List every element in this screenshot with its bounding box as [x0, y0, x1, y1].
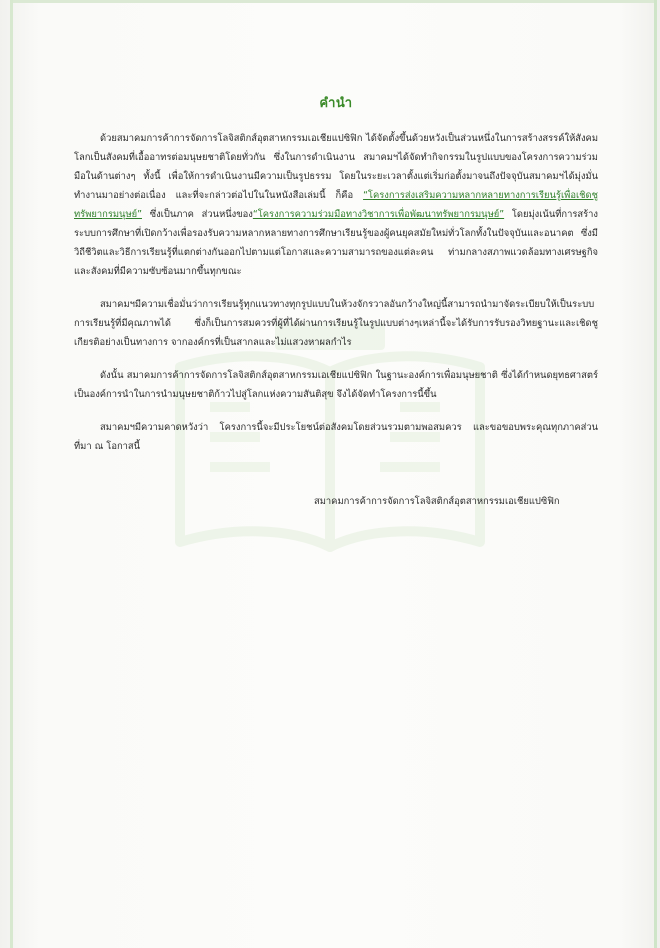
- page-border-left: [10, 0, 13, 948]
- document-content: [74, 92, 598, 511]
- paragraph-2: สมาคมฯมีความเชื่อมั่นว่าการเรียนรู้ทุกแนวทางทุกรูปแบบในห้วงจักรวาลอันกว้างใหญ่นี้สามารถนำมาจัดระเบียบให้เป็นระบบการเรียนรู้ที่มีคุณภาพได้ ซึ่งก็เป็นการสมควรที่ผู้ที่ได้ผ่านการเรียนรู้ในรูปแบบต่างๆเหล่านี้จะได้รับการรับรองวิทยฐานะและเชิดชูเกียรติอย่างเป็นทางการ จากองค์กรที่เป็นสากลและไม่แสวงหาผลกำไร: [74, 299, 598, 348]
- paragraph-1: [74, 129, 598, 281]
- page-border-top: [10, 0, 657, 3]
- paragraph-3: ดังนั้น สมาคมการค้าการจัดการโลจิสติกส์อุตสาหกรรมเอเชียแปซิฟิก ในฐานะองค์การเพื่อมนุษยชาติ ซึ่งได้กำหนดยุทธศาสตร์เป็นองค์การนำในการนำมนุษยชาติก้าวไปสู่โลกแห่งความสันติสุข จึงได้จัดทำโครงการนี้ขึ้น: [74, 370, 598, 400]
- signature: สมาคมการค้าการจัดการโลจิสติกส์อุตสาหกรรมเอเชียแปซิฟิก: [314, 496, 560, 507]
- project-link-diversity[interactable]: “โครงการส่งเสริมความหลากหลายทางการเรียนรู้เพื่อเชิดชูทรัพยากรมนุษย์”: [74, 190, 598, 220]
- paragraph-1-text-middle: ซึ่งเป็นภาค ส่วนหนึ่งของ: [141, 209, 253, 220]
- paragraph-4: สมาคมฯมีความคาดหวังว่า โครงการนี้จะมีประโยชน์ต่อสังคมโดยส่วนรวมตามพอสมควร และขอขอบพระคุณทุกภาคส่วนที่มา ณ โอกาสนี้: [74, 422, 598, 452]
- paragraph-1-text-before: ด้วยสมาคมการค้าการจัดการโลจิสติกส์อุตสาหกรรมเอเชียแปซิฟิก ได้จัดตั้งขึ้นด้วยหวังเป็นส่วนหนึ่งในการสร้างสรรค์ให้สังคมโลกเป็นสังคมที่เอื้ออาทรต่อมนุษยชาติโดยทั่วกัน ซึ่งในการดำเนินงาน สมาคมฯได้จัดทำกิจกรรมในรูปแบบของโครงการความร่วมมือในด้านต่างๆ ทั้งนี้ เพื่อให้การดำเนินงานมีความเป็นรูปธรรม โดยในระยะเวลาตั้งแต่เริ่มก่อตั้งมาจนถึงปัจจุบันสมาคมฯได้มุ่งมั่นทำงานมาอย่างต่อเนื่อง และที่จะกล่าวต่อไปในในหนังสือเล่มนี้ ก็คือ: [74, 133, 598, 201]
- page-title: คำนำ: [319, 96, 353, 111]
- project-link-cooperation[interactable]: “โครงการความร่วมมือทางวิชาการเพื่อพัฒนาทรัพยากรมนุษย์”: [252, 209, 505, 220]
- page-border-right: [654, 0, 657, 948]
- paragraph-1-text-after: โดยมุ่งเน้นที่การสร้างระบบการศึกษาที่เปิดกว้างเพื่อรองรับความหลากหลายทางการศึกษาเรียนรู้ของผู้คนยุคสมัยใหม่ทั่วโลกทั้งในปัจจุบันและอนาคต ซึ่งมีวิถีชีวิตและวิธีการเรียนรู้ที่แตกต่างกันออกไปตามแต่โอกาสและความสามารถของแต่ละคน ท่ามกลางสภาพแวดล้อมทางเศรษฐกิจและสังคมที่มีความซับซ้อนมากขึ้นทุกขณะ: [74, 209, 599, 277]
